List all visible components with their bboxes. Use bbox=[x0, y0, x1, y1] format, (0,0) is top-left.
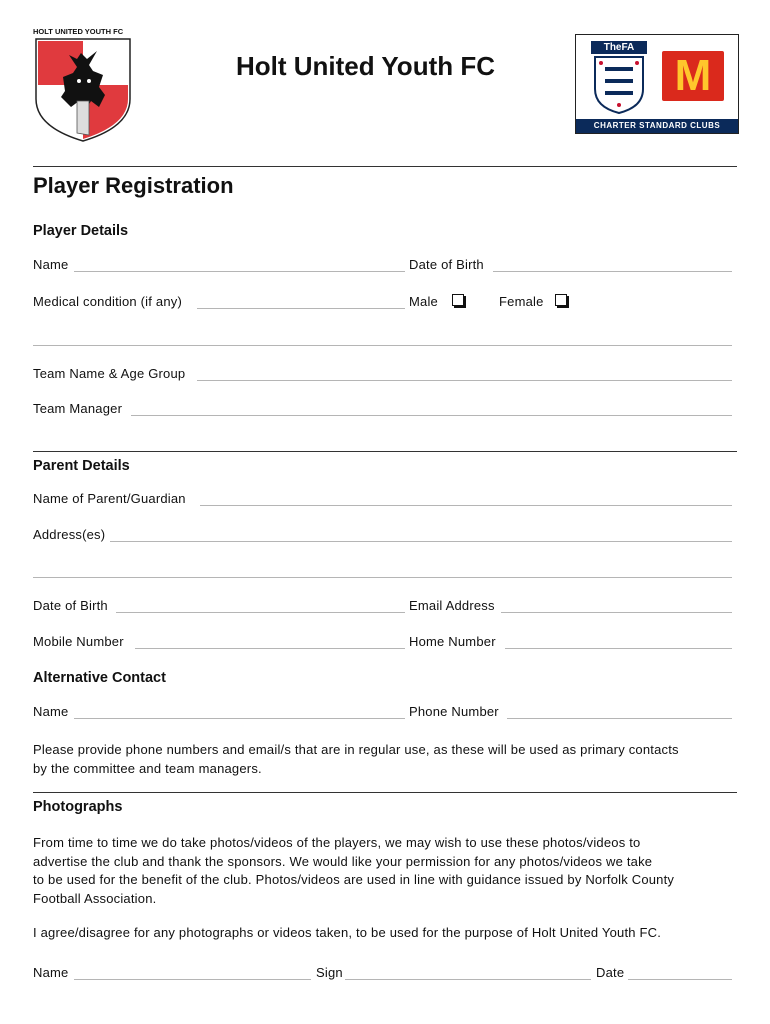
signature-field[interactable] bbox=[345, 979, 591, 980]
mobile-field[interactable] bbox=[135, 648, 405, 649]
sign-name-label: Name bbox=[33, 965, 69, 980]
manager-field[interactable] bbox=[131, 415, 732, 416]
player-dob-field[interactable] bbox=[493, 271, 732, 272]
parent-dob-field[interactable] bbox=[116, 612, 405, 613]
fa-label: TheFA bbox=[591, 41, 647, 54]
photographs-line: to be used for the benefit of the club. Photos/videos are used in line with guidance issued by Norfolk County bbox=[33, 872, 675, 887]
club-logo bbox=[33, 27, 133, 143]
parent-dob-label: Date of Birth bbox=[33, 598, 108, 613]
player-name-label: Name bbox=[33, 257, 69, 272]
guardian-label: Name of Parent/Guardian bbox=[33, 491, 186, 506]
form-title: Player Registration bbox=[33, 173, 234, 198]
contact-note-line: by the committee and team managers. bbox=[33, 760, 262, 776]
parent-divider bbox=[33, 451, 737, 452]
photographs-line: From time to time we do take photos/videos of the players, we may wish to use these photos/videos to bbox=[33, 835, 641, 850]
guardian-field[interactable] bbox=[200, 505, 732, 506]
photographs-line: Football Association. bbox=[33, 890, 157, 906]
photographs-paragraph bbox=[33, 834, 674, 908]
player-name-field[interactable] bbox=[74, 271, 405, 272]
contact-note bbox=[33, 741, 679, 778]
consent-statement: I agree/disagree for any photographs or videos taken, to be used for the purpose of Holt United Youth FC. bbox=[33, 925, 662, 940]
medical-label: Medical condition (if any) bbox=[33, 294, 182, 309]
golden-arches-icon: M bbox=[674, 51, 712, 100]
male-checkbox[interactable] bbox=[452, 294, 464, 306]
mobile-label: Mobile Number bbox=[33, 634, 124, 649]
alt-name-label: Name bbox=[33, 704, 69, 719]
sign-name-field[interactable] bbox=[74, 979, 311, 980]
charter-standard-badge bbox=[575, 34, 739, 134]
address-extra-line[interactable] bbox=[33, 577, 732, 578]
email-label: Email Address bbox=[409, 598, 495, 613]
three-lions-crest-icon bbox=[591, 55, 647, 115]
contact-note-line: Please provide phone numbers and email/s that are in regular use, as these will be used as primary contacts bbox=[33, 742, 679, 757]
photographs-heading: Photographs bbox=[33, 799, 123, 815]
alt-phone-label: Phone Number bbox=[409, 704, 499, 719]
email-field[interactable] bbox=[501, 612, 732, 613]
shield-icon bbox=[33, 37, 133, 143]
alt-name-field[interactable] bbox=[74, 718, 405, 719]
team-label: Team Name & Age Group bbox=[33, 366, 186, 381]
header-divider bbox=[33, 166, 737, 167]
home-label: Home Number bbox=[409, 634, 496, 649]
photos-divider bbox=[33, 792, 737, 793]
signature-label: Sign bbox=[316, 965, 343, 980]
sign-date-label: Date bbox=[596, 965, 625, 980]
manager-label: Team Manager bbox=[33, 401, 123, 416]
sign-date-field[interactable] bbox=[628, 979, 732, 980]
address-field[interactable] bbox=[110, 541, 732, 542]
address-label: Address(es) bbox=[33, 527, 106, 542]
parent-details-heading: Parent Details bbox=[33, 458, 130, 474]
player-dob-label: Date of Birth bbox=[409, 257, 484, 272]
page-title: Holt United Youth FC bbox=[236, 51, 495, 81]
player-details-heading: Player Details bbox=[33, 223, 129, 239]
photographs-line: advertise the club and thank the sponsors. We would like your permission for any photos/videos we take bbox=[33, 853, 653, 869]
alternative-contact-heading: Alternative Contact bbox=[33, 670, 166, 686]
alt-phone-field[interactable] bbox=[507, 718, 732, 719]
female-checkbox[interactable] bbox=[555, 294, 567, 306]
club-logo-caption: HOLT UNITED YOUTH FC bbox=[33, 27, 124, 36]
charter-footer: CHARTER STANDARD CLUBS bbox=[576, 119, 738, 133]
female-label: Female bbox=[499, 294, 544, 309]
medical-extra-line[interactable] bbox=[33, 345, 732, 346]
male-label: Male bbox=[409, 294, 438, 309]
medical-field[interactable] bbox=[197, 308, 405, 309]
team-field[interactable] bbox=[197, 380, 732, 381]
home-field[interactable] bbox=[505, 648, 732, 649]
sponsor-logo bbox=[662, 51, 724, 101]
